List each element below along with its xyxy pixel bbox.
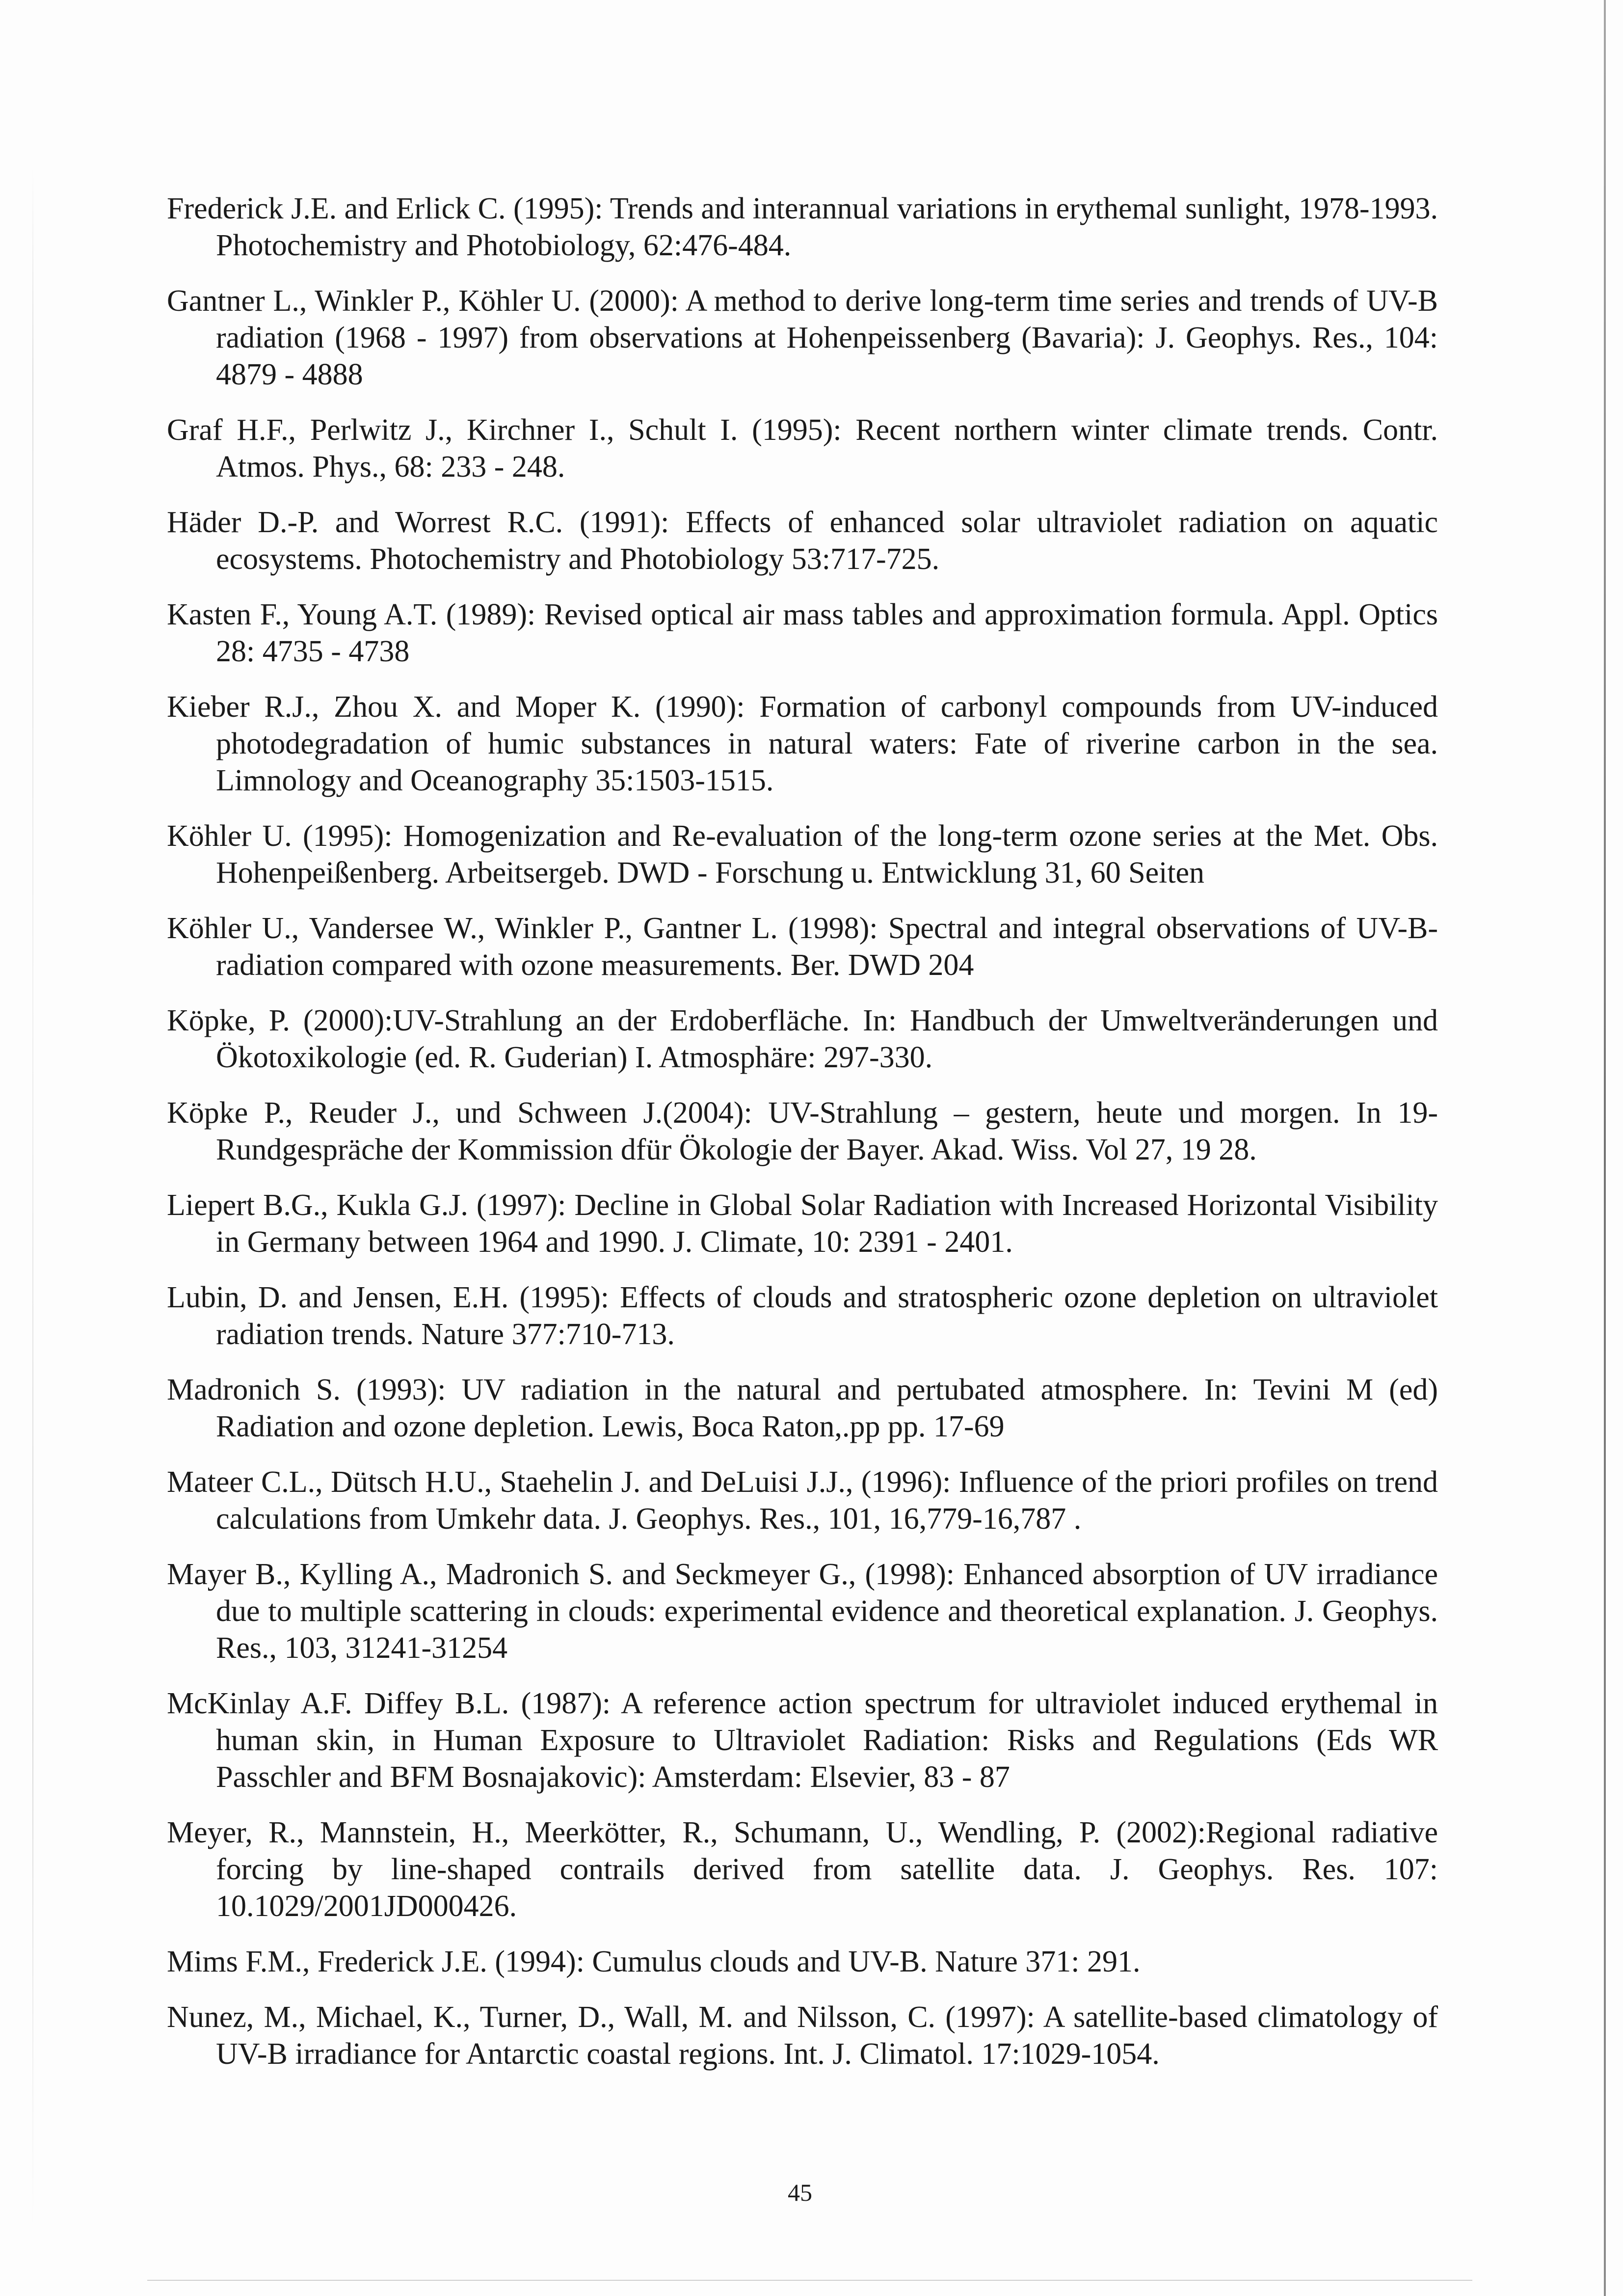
reference-entry: Graf H.F., Perlwitz J., Kirchner I., Schult I. (1995): Recent northern winter climate trends. Contr. Atmos. Phys., 68: 233 - 248. [167, 413, 1438, 484]
scan-shadow-left [32, 167, 33, 2229]
reference-entry: Gantner L., Winkler P., Köhler U. (2000): A method to derive long-term time series and trends of UV-B radiation (1968 - 1997) from observations at Hohenpeissenberg (Bavaria): J. Geophys. Res., 104: 4879 - 4888 [167, 284, 1438, 391]
reference-entry: Madronich S. (1993): UV radiation in the natural and pertubated atmosphere. In: Tevini M (ed) Radiation and ozone depletion. Lewis, Boca Raton,.pp pp. 17-69 [167, 1373, 1438, 1443]
reference-entry: Liepert B.G., Kukla G.J. (1997): Decline in Global Solar Radiation with Increased Horizontal Visibility in Germany between 1964 and 1990. J. Climate, 10: 2391 - 2401. [167, 1189, 1438, 1259]
scan-shadow-bottom [147, 2280, 1472, 2281]
reference-entry: Meyer, R., Mannstein, H., Meerkötter, R., Schumann, U., Wendling, P. (2002):Regional radiative forcing by line-shaped contrails derived from satellite data. J. Geophys. Res. 107: 10.1029/2001JD000426. [167, 1816, 1438, 1923]
reference-entry: Nunez, M., Michael, K., Turner, D., Wall, M. and Nilsson, C. (1997): A satellite-based climatology of UV-B irradiance for Antarctic coastal regions. Int. J. Climatol. 17:1029-1054. [167, 2000, 1438, 2071]
reference-entry: Mateer C.L., Dütsch H.U., Staehelin J. and DeLuisi J.J., (1996): Influence of the priori profiles on trend calculations from Umkehr data. J. Geophys. Res., 101, 16,779-16,787 . [167, 1465, 1438, 1536]
reference-entry: Mims F.M., Frederick J.E. (1994): Cumulus clouds and UV-B. Nature 371: 291. [167, 1945, 1141, 1978]
reference-entry: Köhler U., Vandersee W., Winkler P., Gantner L. (1998): Spectral and integral observations of UV-B-radiation compared with ozone measurements. Ber. DWD 204 [167, 912, 1438, 982]
reference-entry: Mayer B., Kylling A., Madronich S. and Seckmeyer G., (1998): Enhanced absorption of UV irradiance due to multiple scattering in clouds: experimental evidence and theoretical explanation. J. Geophys. Res., 103, 31241-31254 [167, 1558, 1438, 1665]
reference-entry: Kasten F., Young A.T. (1989): Revised optical air mass tables and approximation formula. Appl. Optics 28: 4735 - 4738 [167, 598, 1438, 668]
reference-entry: Häder D.-P. and Worrest R.C. (1991): Effects of enhanced solar ultraviolet radiation on aquatic ecosystems. Photochemistry and Photobiology 53:717-725. [167, 506, 1438, 576]
reference-entry: Köpke P., Reuder J., und Schween J.(2004): UV-Strahlung – gestern, heute und morgen. In 19-Rundgespräche der Kommission dfür Ökologie der Bayer. Akad. Wiss. Vol 27, 19 28. [167, 1096, 1438, 1166]
reference-entry: Lubin, D. and Jensen, E.H. (1995): Effects of clouds and stratospheric ozone depletion on ultraviolet radiation trends. Nature 377:710-713. [167, 1281, 1438, 1351]
reference-entry: Frederick J.E. and Erlick C. (1995): Trends and interannual variations in erythemal sunlight, 1978-1993. Photochemistry and Photobiology, 62:476-484. [167, 192, 1438, 262]
reference-entry: Köpke, P. (2000):UV-Strahlung an der Erdoberfläche. In: Handbuch der Umweltveränderungen und Ökotoxikologie (ed. R. Guderian) I. Atmosphäre: 297-330. [167, 1004, 1438, 1074]
reference-entry: Köhler U. (1995): Homogenization and Re-evaluation of the long-term ozone series at the Met. Obs. Hohenpeißenberg. Arbeitsergeb. DWD - Forschung u. Entwicklung 31, 60 Seiten [167, 819, 1438, 890]
reference-entry: Kieber R.J., Zhou X. and Moper K. (1990): Formation of carbonyl compounds from UV-induced photodegradation of humic substances in natural waters: Fate of riverine carbon in the sea. Limnology and Oceanography 35:1503-1515. [167, 690, 1438, 797]
reference-entry: McKinlay A.F. Diffey B.L. (1987): A reference action spectrum for ultraviolet induced erythemal in human skin, in Human Exposure to Ultraviolet Radiation: Risks and Regulations (Eds WR Passchler and BFM Bosnajakovic): Amsterdam: Elsevier, 83 - 87 [167, 1687, 1438, 1794]
scan-shadow-right [1604, 0, 1606, 2296]
reference-list [167, 190, 1438, 2091]
page-number: 45 [788, 2179, 812, 2206]
